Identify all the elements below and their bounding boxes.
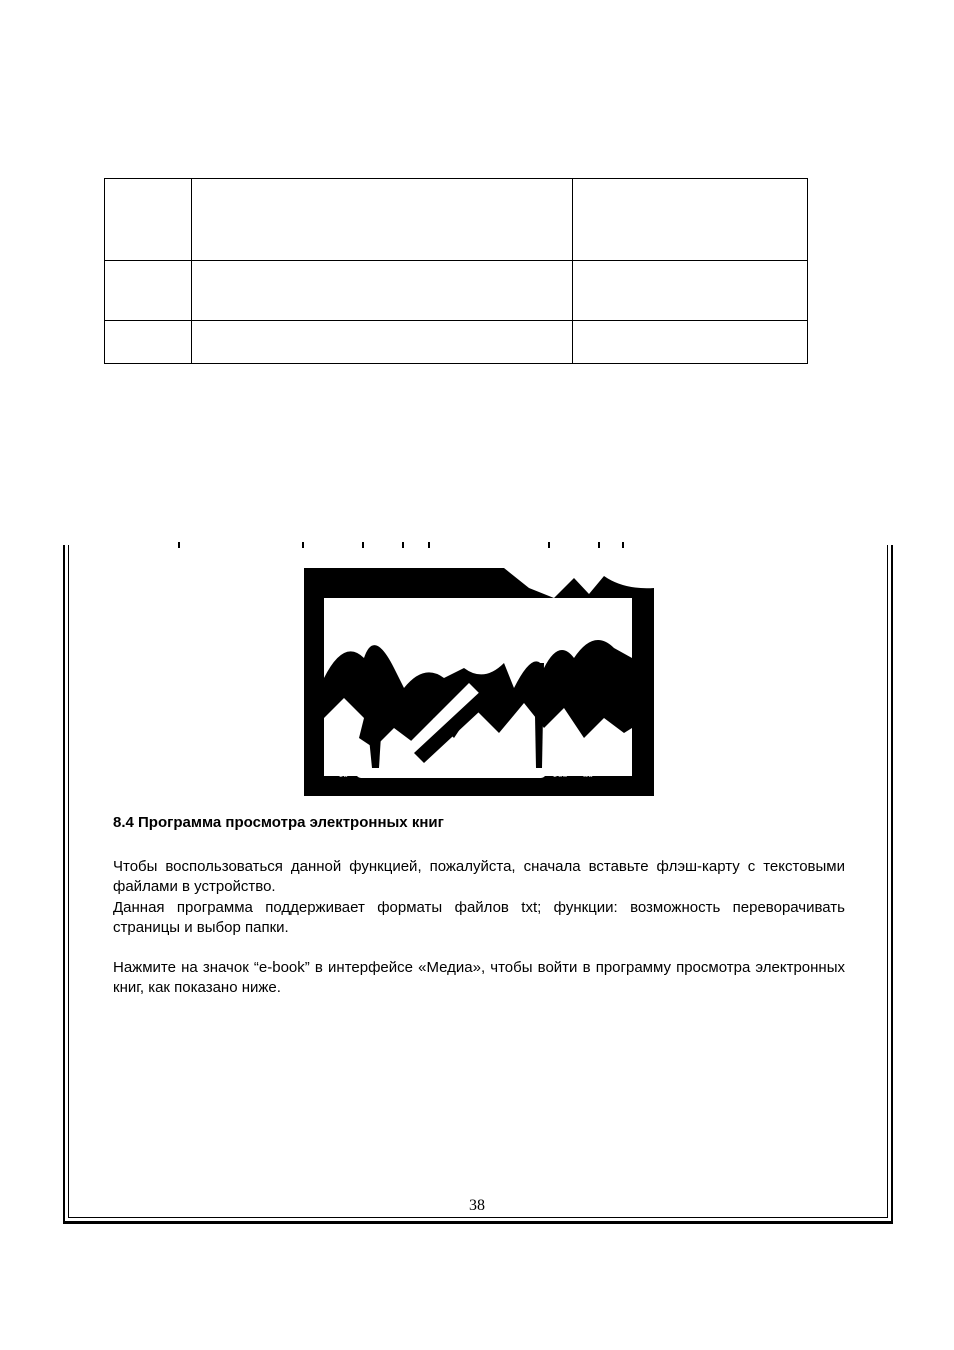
paragraph-supported-formats: Данная программа поддерживает форматы файлов txt; функции: возможность переворачивать страницы и выбор папки. <box>113 899 845 936</box>
paragraph-insert-card: Чтобы воспользоваться данной функцией, пожалуйста, сначала вставьте флэш-карту с текстовыми файлами в устройство. <box>113 858 845 895</box>
section-heading: 8.4 Программа просмотра электронных книг <box>113 814 444 831</box>
slideshow-time-start: 1s <box>338 768 348 780</box>
empty-table <box>104 178 808 364</box>
slideshow-screenshot-image <box>304 568 654 796</box>
slideshow-time-duration: 3s <box>583 768 593 780</box>
page-number: 38 <box>469 1197 485 1214</box>
cut-off-text-line <box>120 542 840 550</box>
slideshow-time-interval: 10s <box>552 768 568 780</box>
paragraph-open-ebook: Нажмите на значок “e-book” в интерфейсе «Медиа», чтобы войти в программу просмотра электронных книг, как показано ниже. <box>113 959 845 996</box>
